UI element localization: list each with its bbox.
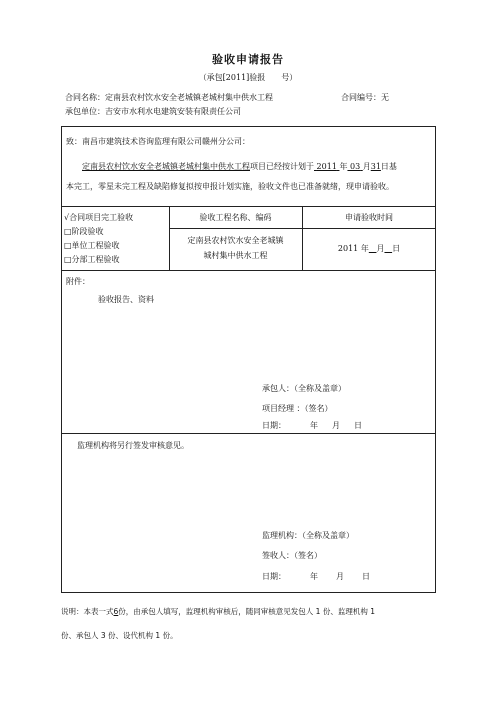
form-table [61,126,436,593]
footnote-line1: 说明：本表一式6份，由承包人填写，监理机构审核后，随同审核意见发包人 1 份、监理机构 1 [61,607,375,616]
project-name-header: 验收工程名称、编码 [199,213,272,222]
type-sub-project[interactable]: □分部工程验收 [64,255,120,264]
attachments-label: 附件： [66,277,90,286]
completion-statement: 定南县农村饮水安全老城镇老城村集中供水工程项目已经按计划于 2011 年 03 月31日基 [82,162,397,171]
attachments-content: 验收报告、资料 [98,295,154,304]
completion-day: 31 [370,162,381,171]
contract-name [65,92,273,103]
footnote-line2: 份、承包人 3 份、设代机构 1 份。 [61,631,178,640]
request-time-header: 申请验收时间 [345,213,393,222]
project-name-cell-line2: 城村集中供水工程 [203,251,268,260]
type-contract-completion[interactable]: √合同项目完工验收 [64,213,134,222]
receiver-signature: 签收人：（签名） [262,551,322,560]
supervisor-date: 日期： 年 月 日 [262,572,370,581]
contract-name-value: 定南县农村饮水安全老城镇老城村集中供水工程 [105,93,273,102]
completion-year: 2011 [316,162,337,171]
page-title: 验收申请报告 [212,53,284,66]
report-number: （承包[2011]验报 号） [198,73,298,82]
contract-number [341,92,389,103]
contract-number-label: 合同编号： [341,93,381,102]
divider [61,433,436,434]
project-name: 定南县农村饮水安全老城镇老城村集中供水工程 [82,162,250,171]
type-stage[interactable]: □阶段验收 [64,227,104,236]
addressee-line: 致：南昌市建筑技术咨询监理有限公司赣州分公司： [66,137,250,146]
completion-month: 03 [350,162,361,171]
manager-signature: 项目经理 ：（签名） [262,404,333,413]
contract-name-label: 合同名称： [65,93,105,102]
supervisor-opinion: 监理机构将另行签发审核意见。 [77,441,189,450]
type-unit-project[interactable]: □单位工程验收 [64,241,120,250]
contractor-date: 日期： 年 月 日 [262,421,362,430]
supervisor-org-signature: 监理机构：（全称及盖章） [262,531,354,540]
contractor [65,106,241,117]
divider [61,206,436,207]
request-time-cell: 2011 年 月 日 [337,244,401,253]
project-name-cell-line1: 定南县农村饮水安全老城镇 [187,236,284,245]
contract-number-value: 无 [381,93,389,102]
completion-statement-cont: 本完工，零星未完工程及缺陷修复拟按申报计划实施，验收文件也已准备就绪，现申请验收。 [66,182,394,191]
copies-count: 6 [113,607,119,616]
contractor-value: 吉安市水利水电建筑安装有限责任公司 [105,107,241,116]
contractor-signature: 承包人：（全称及盖章） [262,384,346,393]
contractor-label: 承包单位： [65,107,105,116]
divider [61,270,436,271]
